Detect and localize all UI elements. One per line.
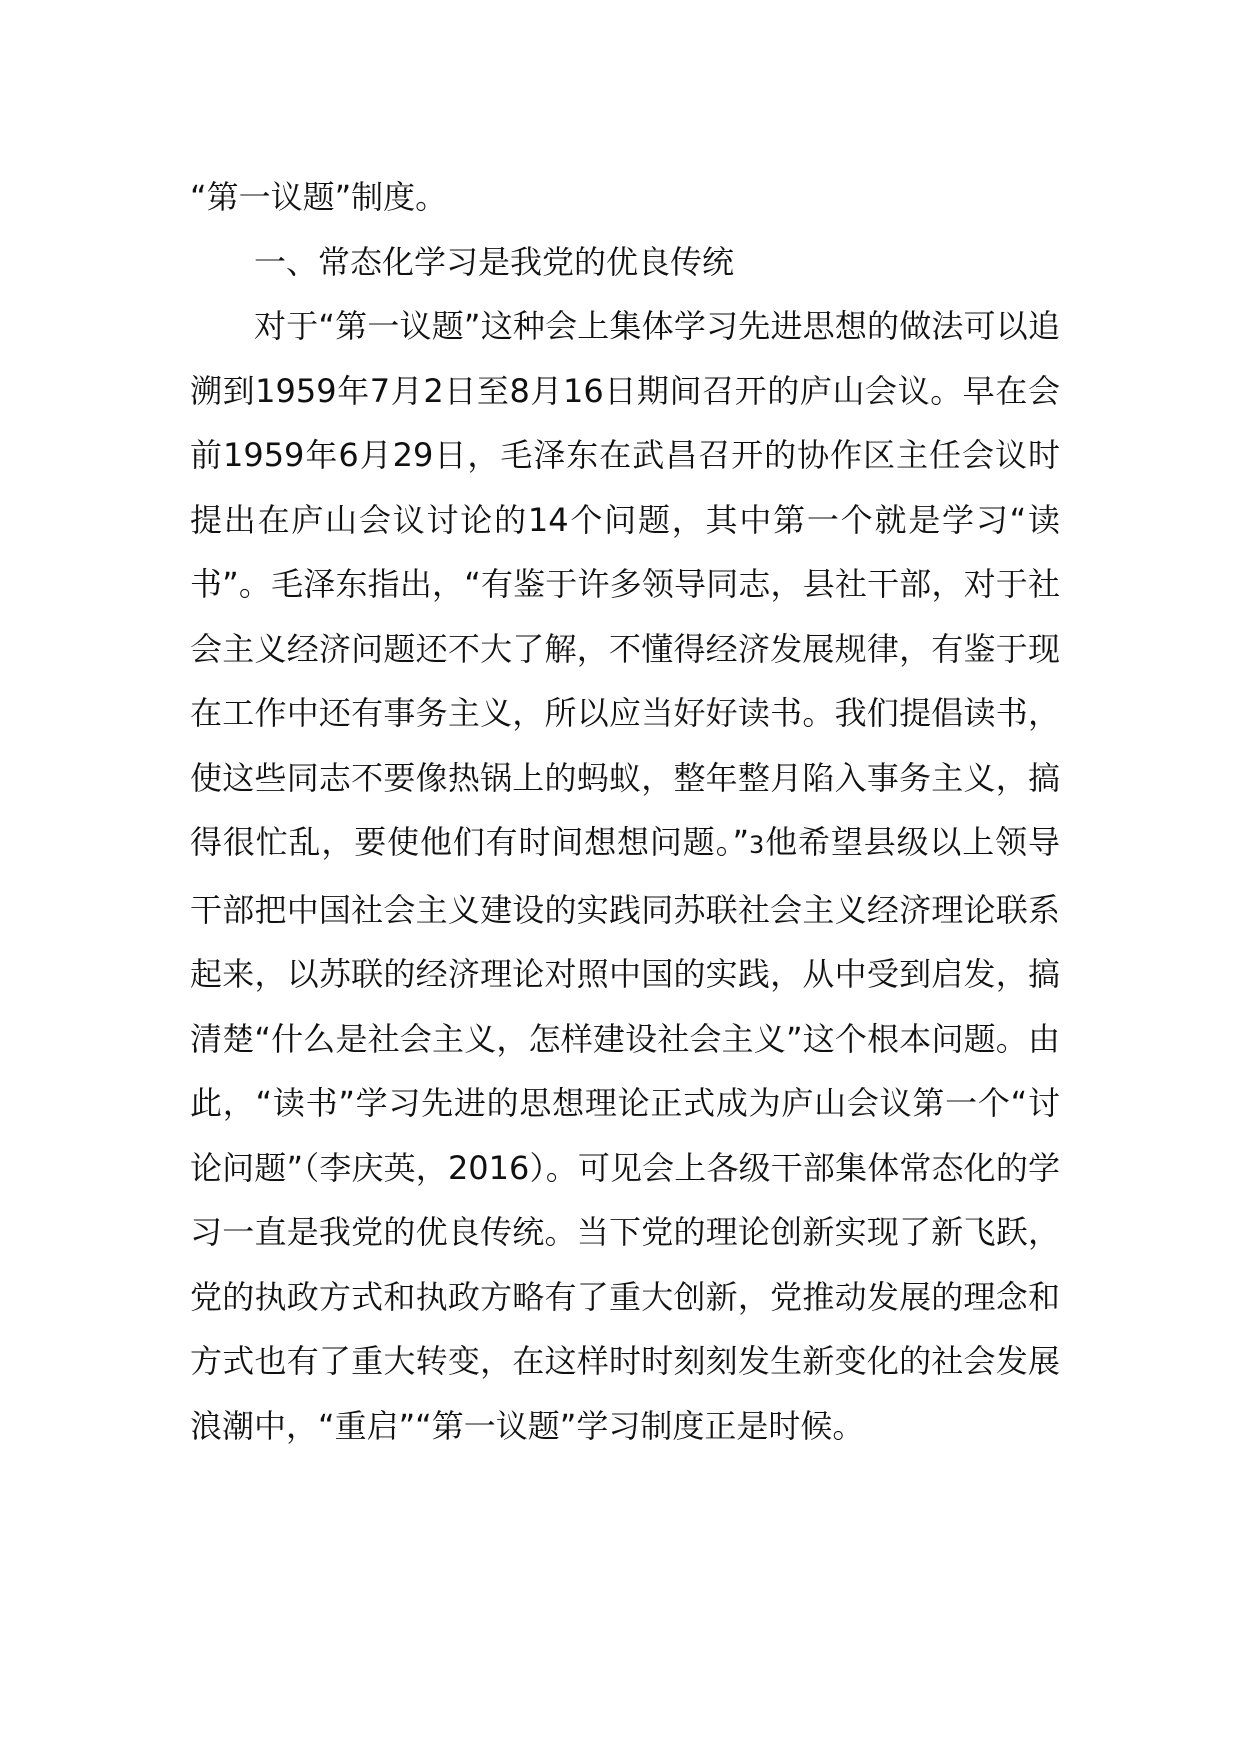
- section-heading: 一、常态化学习是我党的优良传统: [254, 242, 735, 281]
- main-paragraph: [190, 294, 1060, 1458]
- paragraph-text-after-note: 他希望县级以上领导干部把中国社会主义建设的实践同苏联社会主义经济理论联系起来，以苏联的经济理论对照中国的实践，从中受到启发，搞清楚“什么是社会主义，怎样建设社会主义”这个根本问题。由此，“读书”学习先进的思想理论正式成为庐山会议第一个“讨论问题”（李庆英，2016）。可见会上各级干部集体常态化的学习一直是我党的优良传统。当下党的理论创新实现了新飞跃，党的执政方式和执政方略有了重大创新，党推动发展的理念和方式也有了重大转变，在这样时时刻刻发生新变化的社会发展浪潮中，“重启”“第一议题”学习制度正是时候。: [190, 823, 1060, 1445]
- footnote-reference: 3: [749, 831, 765, 859]
- continuation-line: “第一议题”制度。: [190, 178, 448, 216]
- body-text: [190, 165, 1060, 1458]
- paragraph-text-before-note: 对于“第一议题”这种会上集体学习先进思想的做法可以追溯到1959年7月2日至8月16日期间召开的庐山会议。早在会前1959年6月29日，毛泽东在武昌召开的协作区主任会议时提出在庐山会议讨论的14个问题，其中第一个就是学习“读书”。毛泽东指出，“有鉴于许多领导同志，县社干部，对于社会主义经济问题还不大了解，不懂得经济发展规律，有鉴于现在工作中还有事务主义，所以应当好好读书。我们提倡读书，使这些同志不要像热锅上的蚂蚁，整年整月陷入事务主义，搞得很忙乱，要使他们有时间想想问题。”: [190, 307, 1060, 861]
